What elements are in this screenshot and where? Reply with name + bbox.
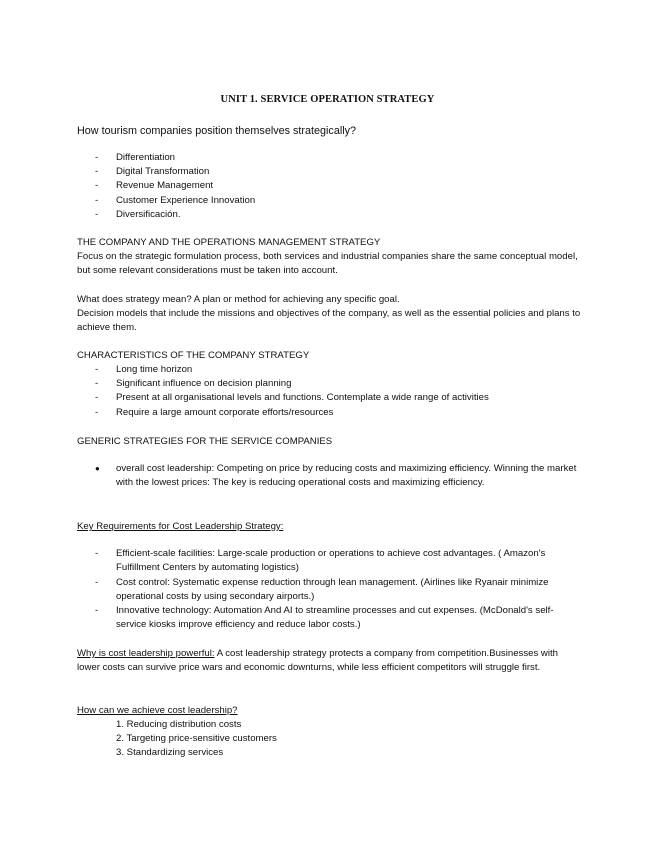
characteristics-list xyxy=(95,363,489,420)
powerful-text: A cost leadership strategy protects a company from competition.Businesses with lower costs can survive price wars and economic downturns, while less efficient competitors will struggle first. xyxy=(77,648,558,674)
list-item: - Significant influence on decision planning xyxy=(95,378,292,390)
positioning-list xyxy=(95,151,255,222)
strategy-definition xyxy=(77,293,582,336)
cost-leadership-powerful xyxy=(77,647,582,675)
strategy-line-2: Decision models that include the missions and objectives of the company, as well as the essential policies and plans to achieve them. xyxy=(77,308,581,334)
list-item: 2. Targeting price-sensitive customers xyxy=(116,733,277,745)
requirements-heading: Key Requirements for Cost Leadership Strategy: xyxy=(77,521,284,532)
list-item: - Revenue Management xyxy=(95,180,214,192)
list-item: - Digital Transformation xyxy=(95,166,210,178)
list-item: 1. Reducing distribution costs xyxy=(116,719,242,730)
requirement-item: - Innovative technology: Automation And AI to streamline processes and cut expenses. (McDonald's self-service kiosks improve efficiency and reduce labor costs.) xyxy=(95,605,554,631)
list-item: - Differentiation xyxy=(95,152,176,163)
achieve-list xyxy=(116,718,277,761)
section-body: Focus on the strategic formulation process, both services and industrial companies share the same conceptual model, but some relevant considerations must be taken into account. xyxy=(77,251,578,277)
powerful-label: Why is cost leadership powerful: xyxy=(77,648,215,659)
generic-strategies-heading: GENERIC STRATEGIES FOR THE SERVICE COMPANIES xyxy=(77,436,333,447)
list-item: - Require a large amount corporate efforts/resources xyxy=(95,406,334,418)
strategy-line-1: What does strategy mean? A plan or method for achieving any specific goal. xyxy=(77,294,400,305)
intro-question: How tourism companies position themselves strategically? xyxy=(77,125,357,137)
requirement-item: - Cost control: Systematic expense reduction through lean management. (Airlines like Ryanair minimize operational costs by using secondary airports.) xyxy=(95,577,549,603)
list-item: - Customer Experience Innovation xyxy=(95,194,256,206)
page-title: UNIT 1. SERVICE OPERATION STRATEGY xyxy=(220,94,435,105)
list-item: - Long time horizon xyxy=(95,364,193,375)
list-item: - Present at all organisational levels and functions. Contemplate a wide range of activities xyxy=(95,392,489,404)
achieve-heading: How can we achieve cost leadership? xyxy=(77,705,238,716)
section-heading: THE COMPANY AND THE OPERATIONS MANAGEMENT STRATEGY xyxy=(77,237,381,248)
cost-leadership-bullet: ● overall cost leadership: Competing on price by reducing costs and maximizing efficiency. Winning the market with the lowest prices: The key is reducing operational costs and maximizing efficiency. xyxy=(95,463,577,489)
characteristics-heading: CHARACTERISTICS OF THE COMPANY STRATEGY xyxy=(77,350,310,361)
list-item: 3. Standardizing services xyxy=(116,747,224,759)
requirement-item: - Efficient-scale facilities: Large-scale production or operations to achieve cost advantages. ( Amazon's Fulfillment Centers by automating logistics) xyxy=(95,548,546,574)
list-item: - Diversificación. xyxy=(95,208,181,220)
section-operations-strategy xyxy=(77,236,582,279)
